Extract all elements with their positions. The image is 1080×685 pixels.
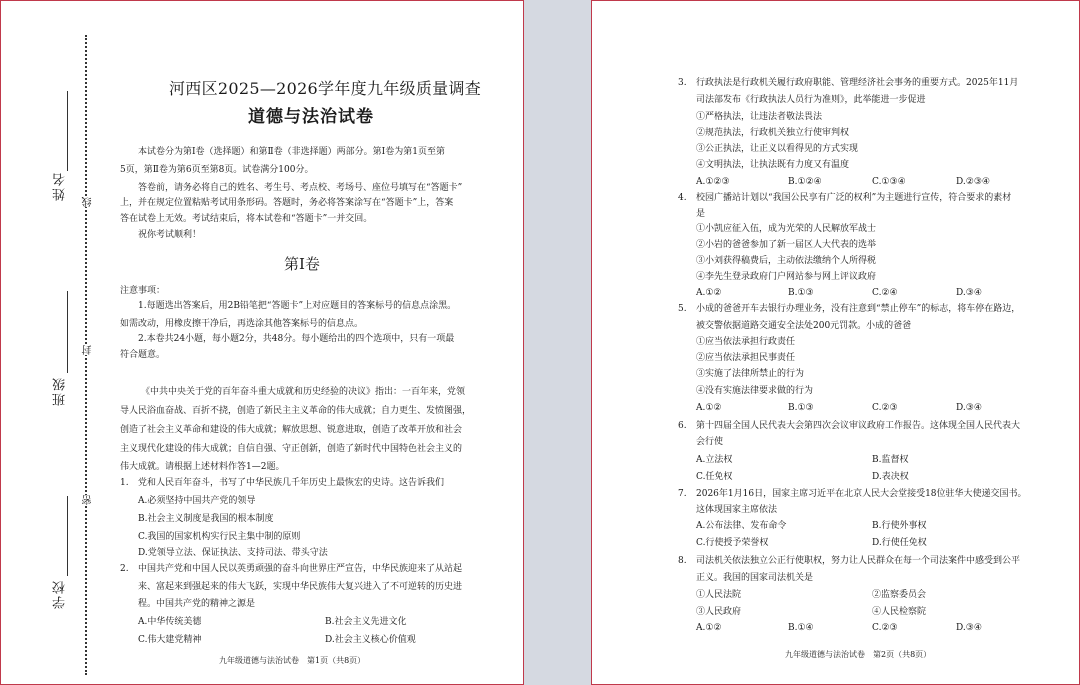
question-stem: 这体现国家主席依法 xyxy=(696,505,778,515)
statement-item: ①应当依法承担行政责任 xyxy=(696,337,796,347)
class-label: 班级 xyxy=(53,376,68,406)
intro-line: 祝你考试顺利！ xyxy=(138,230,202,240)
statement-item: ④人民检察院 xyxy=(872,607,927,617)
school-label: 学校 xyxy=(53,579,68,609)
question-number: 5. xyxy=(678,304,687,314)
note-line: 1.每题选出答案后，用2B铅笔把“答题卡”上对应题目的答案标号的信息点涂黑。 xyxy=(138,301,457,311)
question-stem: 校园广播站计划以“我国公民享有广泛的权利”为主题进行宣传，符合要求的素材 xyxy=(696,193,1012,203)
option-a: A.中华传统美德 xyxy=(138,617,202,627)
question-stem: 司法机关依法独立公正行使职权，努力让人民群众在每一个司法案件中感受到公平 xyxy=(696,556,1021,566)
passage-line: 导人民浴血奋战、百折不挠，创造了新民主主义革命的伟大成就；自力更生、发愤图强， xyxy=(120,406,472,416)
question-number: 7. xyxy=(678,489,687,499)
passage-line: 《中共中央关于党的百年奋斗重大成就和历史经验的决议》指出：一百年来，党领 xyxy=(141,387,466,397)
option-b: B.社会主义先进文化 xyxy=(325,617,407,627)
question-stem: 2026年1月16日，国家主席习近平在北京人民大会堂接受18位驻华大使递交国书。 xyxy=(696,489,1027,499)
option-c: C.②④ xyxy=(872,288,898,298)
exam-subtitle: 道德与法治试卷 xyxy=(248,107,374,127)
passage-line: 创造了社会主义革命和建设的伟大成就；解放思想、锐意进取，创造了改革开放和社会 xyxy=(120,425,463,435)
exam-page-1 xyxy=(0,0,524,685)
option-a: A.必须坚持中国共产党的领导 xyxy=(138,496,256,506)
exam-title: 河西区2025—2026学年度九年级质量调查 xyxy=(169,79,482,98)
intro-line: 答卷前，请务必将自己的姓名、考生号、考点校、考场号、座位号填写在“答题卡” xyxy=(138,183,463,193)
question-stem: 司法部发布《行政执法人员行为准则》，此举能进一步促进 xyxy=(696,95,926,105)
option-d: D.③④ xyxy=(956,623,982,633)
statement-item: ②小岩的爸爸参加了新一届区人大代表的选举 xyxy=(696,240,877,250)
name-label: 姓名 xyxy=(53,171,68,201)
option-b: B.①④ xyxy=(788,623,814,633)
option-b: B.社会主义制度是我国的根本制度 xyxy=(138,514,274,524)
question-stem: 是 xyxy=(696,209,706,219)
statement-item: ③实施了法律所禁止的行为 xyxy=(696,369,805,379)
option-d: D.表决权 xyxy=(872,472,909,482)
question-stem: 小成的爸爸开车去银行办理业务，没有注意到“禁止停车”的标志，将车停在路边， xyxy=(696,304,1021,314)
question-stem: 正义。我国的国家司法机关是 xyxy=(696,573,814,583)
class-fill-line xyxy=(67,291,68,373)
page-footer: 九年级道德与法治试卷 第2页（共8页） xyxy=(785,650,932,659)
statement-item: ①人民法院 xyxy=(696,590,742,600)
question-number: 6. xyxy=(678,421,687,431)
option-d: D.③④ xyxy=(956,288,982,298)
question-stem: 中国共产党和中国人民以英勇顽强的奋斗向世界庄严宣告，中华民族迎来了从站起 xyxy=(138,564,463,574)
option-a: A.①② xyxy=(696,403,722,413)
option-c: C.任免权 xyxy=(696,472,733,482)
option-a: A.立法权 xyxy=(696,455,733,465)
question-number: 3. xyxy=(678,78,687,88)
option-d: D.社会主义核心价值观 xyxy=(325,635,416,645)
question-number: 2. xyxy=(120,564,129,574)
option-a: A.①② xyxy=(696,623,722,633)
exam-page-2 xyxy=(591,0,1080,685)
option-b: B.①③ xyxy=(788,403,814,413)
question-number: 1. xyxy=(120,478,129,488)
page-footer: 九年级道德与法治试卷 第1页（共8页） xyxy=(219,656,366,665)
question-stem: 程。中国共产党的精神之源是 xyxy=(138,599,256,609)
statement-item: ③公正执法，让正义以看得见的方式实现 xyxy=(696,144,859,154)
option-c: C.行使授予荣誉权 xyxy=(696,538,769,548)
option-c: C.伟大建党精神 xyxy=(138,635,202,645)
name-fill-line xyxy=(67,91,68,171)
option-b: B.监督权 xyxy=(872,455,909,465)
statement-item: ③小刘获得稿费后，主动依法缴纳个人所得税 xyxy=(696,256,877,266)
option-b: B.行使外事权 xyxy=(872,521,927,531)
question-number: 8. xyxy=(678,556,687,566)
option-c: C.①③④ xyxy=(872,177,906,187)
note-line: 符合题意。 xyxy=(120,350,166,360)
passage-line: 主义现代化建设的伟大成就；自信自强、守正创新，创造了新时代中国特色社会主义的 xyxy=(120,444,463,454)
statement-item: ④没有实施法律要求做的行为 xyxy=(696,386,814,396)
option-c: C.②③ xyxy=(872,623,898,633)
seal-char-seal: 封 xyxy=(83,345,94,355)
option-c: C.我国的国家机构实行民主集中制的原则 xyxy=(138,532,301,542)
statement-item: ②监察委员会 xyxy=(872,590,927,600)
option-b: B.①②④ xyxy=(788,177,822,187)
option-a: A.①②③ xyxy=(696,177,730,187)
option-a: A.公布法律、发布命令 xyxy=(696,521,787,531)
passage-line: 伟大成就。请根据上述材料作答1—2题。 xyxy=(120,462,285,472)
question-stem: 会行使 xyxy=(696,437,724,447)
note-line: 2.本卷共24小题，每小题2分，共48分。每小题给出的四个选项中，只有一项最 xyxy=(138,334,455,344)
option-d: D.党领导立法、保证执法、支持司法、带头守法 xyxy=(138,548,328,558)
binding-dotted-line xyxy=(85,35,87,675)
statement-item: ②应当依法承担民事责任 xyxy=(696,353,796,363)
question-stem: 被交警依据道路交通安全法处200元罚款。小成的爸爸 xyxy=(696,321,912,331)
question-stem: 来、富起来到强起来的伟大飞跃，实现中华民族伟大复兴进入了不可逆转的历史进 xyxy=(138,582,463,592)
option-b: B.①③ xyxy=(788,288,814,298)
option-a: A.①② xyxy=(696,288,722,298)
statement-item: ③人民政府 xyxy=(696,607,742,617)
seal-char-secret: 密 xyxy=(83,495,94,505)
question-stem: 行政执法是行政机关履行政府职能、管理经济社会事务的重要方式。2025年11月 xyxy=(696,78,1019,88)
seal-char-line: 线 xyxy=(83,197,94,207)
notes-title: 注意事项： xyxy=(120,286,166,296)
section-title: 第Ⅰ卷 xyxy=(284,255,320,273)
statement-item: ④李先生登录政府门户网站参与网上评议政府 xyxy=(696,272,877,282)
question-stem: 第十四届全国人民代表大会第四次会议审议政府工作报告。这体现全国人民代表大 xyxy=(696,421,1021,431)
school-fill-line xyxy=(67,496,68,576)
intro-line: 本试卷分为第Ⅰ卷（选择题）和第Ⅱ卷（非选择题）两部分。第Ⅰ卷为第1页至第 xyxy=(138,147,445,157)
intro-line: 5页，第Ⅱ卷为第6页至第8页。试卷满分100分。 xyxy=(120,165,314,175)
intro-line: 答在试卷上无效。考试结束后，将本试卷和“答题卡”一并交回。 xyxy=(120,214,373,224)
option-d: D.③④ xyxy=(956,403,982,413)
statement-item: ①严格执法，让违法者敬法畏法 xyxy=(696,112,823,122)
question-stem: 党和人民百年奋斗，书写了中华民族几千年历史上最恢宏的史诗。这告诉我们 xyxy=(138,478,445,488)
intro-line: 上，并在规定位置粘贴考试用条形码。答题时，务必将答案涂写在“答题卡”上，答案 xyxy=(120,198,454,208)
option-d: D.行使任免权 xyxy=(872,538,927,548)
statement-item: ④文明执法，让执法既有力度又有温度 xyxy=(696,160,850,170)
question-number: 4. xyxy=(678,193,687,203)
option-c: C.②③ xyxy=(872,403,898,413)
statement-item: ①小凯应征入伍，成为光荣的人民解放军战士 xyxy=(696,224,877,234)
statement-item: ②规范执法，行政机关独立行使审判权 xyxy=(696,128,850,138)
note-line: 如需改动，用橡皮擦干净后，再选涂其他答案标号的信息点。 xyxy=(120,319,364,329)
option-d: D.②③④ xyxy=(956,177,990,187)
